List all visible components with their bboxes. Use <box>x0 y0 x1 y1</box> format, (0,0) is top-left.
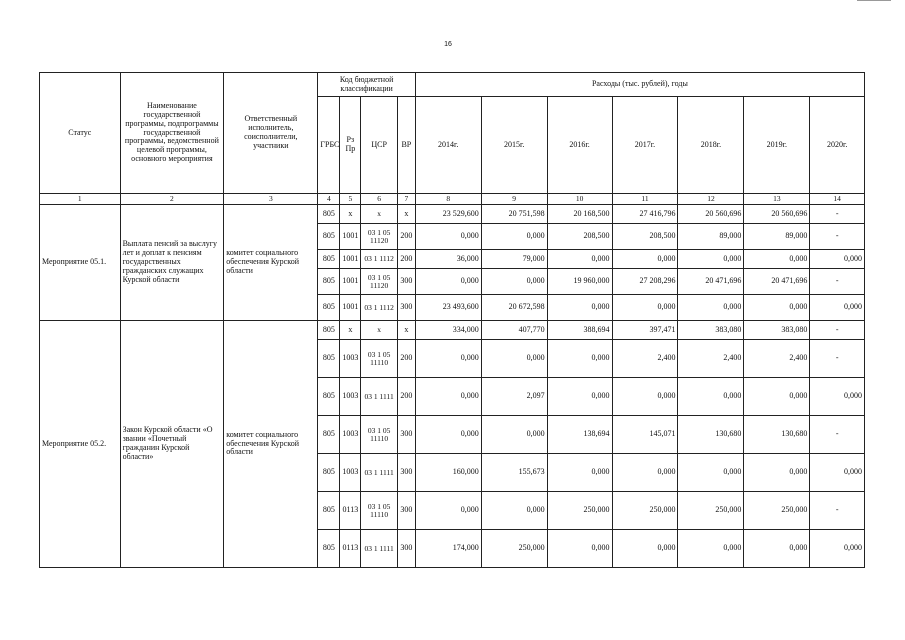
amount-cell: 208,500 <box>547 224 612 250</box>
amount-cell: 0,000 <box>547 340 612 378</box>
csr-cell: 03 1 1111 <box>361 454 398 492</box>
csr-cell: 03 1 05 11110 <box>361 416 398 454</box>
amount-cell: 0,000 <box>481 416 547 454</box>
amount-cell: 397,471 <box>612 321 678 340</box>
column-number: 4 <box>318 194 340 205</box>
vr-cell: х <box>397 321 415 340</box>
amount-cell: 174,000 <box>415 530 481 568</box>
header-executor: Ответственный исполнитель, соисполнители, участники <box>224 73 318 194</box>
column-number: 13 <box>744 194 810 205</box>
amount-cell: - <box>810 269 865 295</box>
grbs-cell: 805 <box>318 321 340 340</box>
amount-cell: 0,000 <box>678 250 744 269</box>
rzpr-cell: 0113 <box>340 530 361 568</box>
amount-cell: 383,080 <box>744 321 810 340</box>
executor-cell: комитет социального обеспечения Курской области <box>224 205 318 321</box>
grbs-cell: 805 <box>318 250 340 269</box>
amount-cell: 0,000 <box>744 250 810 269</box>
column-number: 7 <box>397 194 415 205</box>
amount-cell: 0,000 <box>415 492 481 530</box>
amount-cell: 160,000 <box>415 454 481 492</box>
amount-cell: 20 560,696 <box>678 205 744 224</box>
amount-cell: 0,000 <box>612 295 678 321</box>
amount-cell: 20 672,598 <box>481 295 547 321</box>
amount-cell: 0,000 <box>547 378 612 416</box>
csr-cell: х <box>361 205 398 224</box>
amount-cell: 89,000 <box>744 224 810 250</box>
amount-cell: 79,000 <box>481 250 547 269</box>
amount-cell: 0,000 <box>547 295 612 321</box>
header-year: 2017г. <box>612 97 678 194</box>
amount-cell: 20 751,598 <box>481 205 547 224</box>
amount-cell: 250,000 <box>481 530 547 568</box>
amount-cell: 20 560,696 <box>744 205 810 224</box>
program-name-cell: Закон Курской области «О звании «Почетный гражданин Курской области» <box>120 321 224 568</box>
grbs-cell: 805 <box>318 269 340 295</box>
amount-cell: 27 416,796 <box>612 205 678 224</box>
column-number: 1 <box>40 194 121 205</box>
amount-cell: 23 493,600 <box>415 295 481 321</box>
amount-cell: 0,000 <box>678 295 744 321</box>
vr-cell: 200 <box>397 340 415 378</box>
amount-cell: 0,000 <box>415 416 481 454</box>
header-csr: ЦСР <box>361 97 398 194</box>
csr-cell: 03 1 1111 <box>361 530 398 568</box>
column-number: 11 <box>612 194 678 205</box>
vr-cell: 300 <box>397 530 415 568</box>
amount-cell: 0,000 <box>481 224 547 250</box>
column-number: 5 <box>340 194 361 205</box>
amount-cell: 0,000 <box>744 454 810 492</box>
table-body <box>40 194 865 568</box>
column-number: 14 <box>810 194 865 205</box>
amount-cell: 0,000 <box>810 295 865 321</box>
amount-cell: - <box>810 340 865 378</box>
table-row <box>40 321 865 340</box>
header-year: 2016г. <box>547 97 612 194</box>
header-rzpr: Рз Пр <box>340 97 361 194</box>
budget-table <box>39 72 865 568</box>
rzpr-cell: 1001 <box>340 269 361 295</box>
amount-cell: 0,000 <box>810 250 865 269</box>
table-row <box>40 205 865 224</box>
vr-cell: 300 <box>397 295 415 321</box>
amount-cell: 0,000 <box>612 454 678 492</box>
amount-cell: 407,770 <box>481 321 547 340</box>
amount-cell: 250,000 <box>547 492 612 530</box>
column-number: 10 <box>547 194 612 205</box>
amount-cell: 138,694 <box>547 416 612 454</box>
amount-cell: 0,000 <box>810 378 865 416</box>
column-number: 6 <box>361 194 398 205</box>
csr-cell: 03 1 05 11110 <box>361 340 398 378</box>
program-name-cell: Выплата пенсий за выслугу лет и доплат к пенсиям государственных гражданских служащих Курской области <box>120 205 224 321</box>
rzpr-cell: 1003 <box>340 378 361 416</box>
amount-cell: 130,680 <box>678 416 744 454</box>
amount-cell: 27 208,296 <box>612 269 678 295</box>
amount-cell: 0,000 <box>612 250 678 269</box>
grbs-cell: 805 <box>318 454 340 492</box>
amount-cell: 0,000 <box>612 378 678 416</box>
grbs-cell: 805 <box>318 224 340 250</box>
corner-mark <box>857 0 891 4</box>
vr-cell: 200 <box>397 224 415 250</box>
vr-cell: 300 <box>397 454 415 492</box>
amount-cell: 250,000 <box>744 492 810 530</box>
amount-cell: 2,400 <box>612 340 678 378</box>
amount-cell: 0,000 <box>678 454 744 492</box>
amount-cell: - <box>810 321 865 340</box>
amount-cell: 0,000 <box>547 454 612 492</box>
status-cell: Мероприятие 05.2. <box>40 321 121 568</box>
grbs-cell: 805 <box>318 205 340 224</box>
amount-cell: 0,000 <box>744 378 810 416</box>
header-name: Наименование государственной программы, подпрограммы государственной программы, ведомственной целевой программы, основного мероприятия <box>120 73 224 194</box>
header-status: Статус <box>40 73 121 194</box>
amount-cell: 20 471,696 <box>744 269 810 295</box>
amount-cell: 0,000 <box>744 530 810 568</box>
rzpr-cell: 0113 <box>340 492 361 530</box>
csr-cell: 03 1 1112 <box>361 295 398 321</box>
header-vr: ВР <box>397 97 415 194</box>
grbs-cell: 805 <box>318 378 340 416</box>
grbs-cell: 805 <box>318 340 340 378</box>
header-budget-code: Код бюджетной классификации <box>318 73 415 97</box>
rzpr-cell: 1003 <box>340 416 361 454</box>
amount-cell: 2,400 <box>744 340 810 378</box>
grbs-cell: 805 <box>318 295 340 321</box>
amount-cell: 0,000 <box>415 340 481 378</box>
amount-cell: 20 471,696 <box>678 269 744 295</box>
rzpr-cell: 1001 <box>340 295 361 321</box>
rzpr-cell: 1003 <box>340 340 361 378</box>
amount-cell: 0,000 <box>612 530 678 568</box>
amount-cell: - <box>810 224 865 250</box>
amount-cell: 23 529,600 <box>415 205 481 224</box>
amount-cell: 0,000 <box>810 454 865 492</box>
header-expenses: Расходы (тыс. рублей), годы <box>415 73 864 97</box>
header-year: 2020г. <box>810 97 865 194</box>
column-number: 2 <box>120 194 224 205</box>
header-year: 2014г. <box>415 97 481 194</box>
column-number: 12 <box>678 194 744 205</box>
amount-cell: 0,000 <box>415 269 481 295</box>
grbs-cell: 805 <box>318 492 340 530</box>
amount-cell: 0,000 <box>547 250 612 269</box>
column-number: 8 <box>415 194 481 205</box>
amount-cell: 130,680 <box>744 416 810 454</box>
csr-cell: х <box>361 321 398 340</box>
vr-cell: 300 <box>397 269 415 295</box>
csr-cell: 03 1 05 11120 <box>361 269 398 295</box>
executor-cell: комитет социального обеспечения Курской области <box>224 321 318 568</box>
csr-cell: 03 1 1111 <box>361 378 398 416</box>
column-number: 3 <box>224 194 318 205</box>
amount-cell: 145,071 <box>612 416 678 454</box>
amount-cell: 155,673 <box>481 454 547 492</box>
rzpr-cell: 1001 <box>340 224 361 250</box>
vr-cell: 200 <box>397 250 415 269</box>
amount-cell: 208,500 <box>612 224 678 250</box>
header-year: 2018г. <box>678 97 744 194</box>
amount-cell: 0,000 <box>678 530 744 568</box>
amount-cell: 20 168,500 <box>547 205 612 224</box>
vr-cell: 200 <box>397 378 415 416</box>
amount-cell: 334,000 <box>415 321 481 340</box>
amount-cell: 388,694 <box>547 321 612 340</box>
column-number: 9 <box>481 194 547 205</box>
vr-cell: 300 <box>397 416 415 454</box>
amount-cell: 0,000 <box>415 378 481 416</box>
amount-cell: - <box>810 416 865 454</box>
grbs-cell: 805 <box>318 530 340 568</box>
amount-cell: 2,097 <box>481 378 547 416</box>
csr-cell: 03 1 1112 <box>361 250 398 269</box>
csr-cell: 03 1 05 11110 <box>361 492 398 530</box>
amount-cell: 250,000 <box>612 492 678 530</box>
status-cell: Мероприятие 05.1. <box>40 205 121 321</box>
amount-cell: 0,000 <box>481 340 547 378</box>
grbs-cell: 805 <box>318 416 340 454</box>
header-grbs: ГРБС <box>318 97 340 194</box>
amount-cell: 0,000 <box>481 269 547 295</box>
csr-cell: 03 1 05 11120 <box>361 224 398 250</box>
amount-cell: 383,080 <box>678 321 744 340</box>
rzpr-cell: х <box>340 205 361 224</box>
amount-cell: 19 960,000 <box>547 269 612 295</box>
amount-cell: 0,000 <box>744 295 810 321</box>
amount-cell: - <box>810 492 865 530</box>
amount-cell: 36,000 <box>415 250 481 269</box>
header-year: 2015г. <box>481 97 547 194</box>
rzpr-cell: 1003 <box>340 454 361 492</box>
vr-cell: 300 <box>397 492 415 530</box>
amount-cell: 0,000 <box>810 530 865 568</box>
page-number: 16 <box>444 41 452 48</box>
amount-cell: 0,000 <box>547 530 612 568</box>
amount-cell: 0,000 <box>678 378 744 416</box>
amount-cell: 250,000 <box>678 492 744 530</box>
amount-cell: 2,400 <box>678 340 744 378</box>
amount-cell: 0,000 <box>481 492 547 530</box>
amount-cell: - <box>810 205 865 224</box>
amount-cell: 89,000 <box>678 224 744 250</box>
header-year: 2019г. <box>744 97 810 194</box>
rzpr-cell: х <box>340 321 361 340</box>
amount-cell: 0,000 <box>415 224 481 250</box>
vr-cell: х <box>397 205 415 224</box>
rzpr-cell: 1001 <box>340 250 361 269</box>
column-numbers-row <box>40 194 865 205</box>
